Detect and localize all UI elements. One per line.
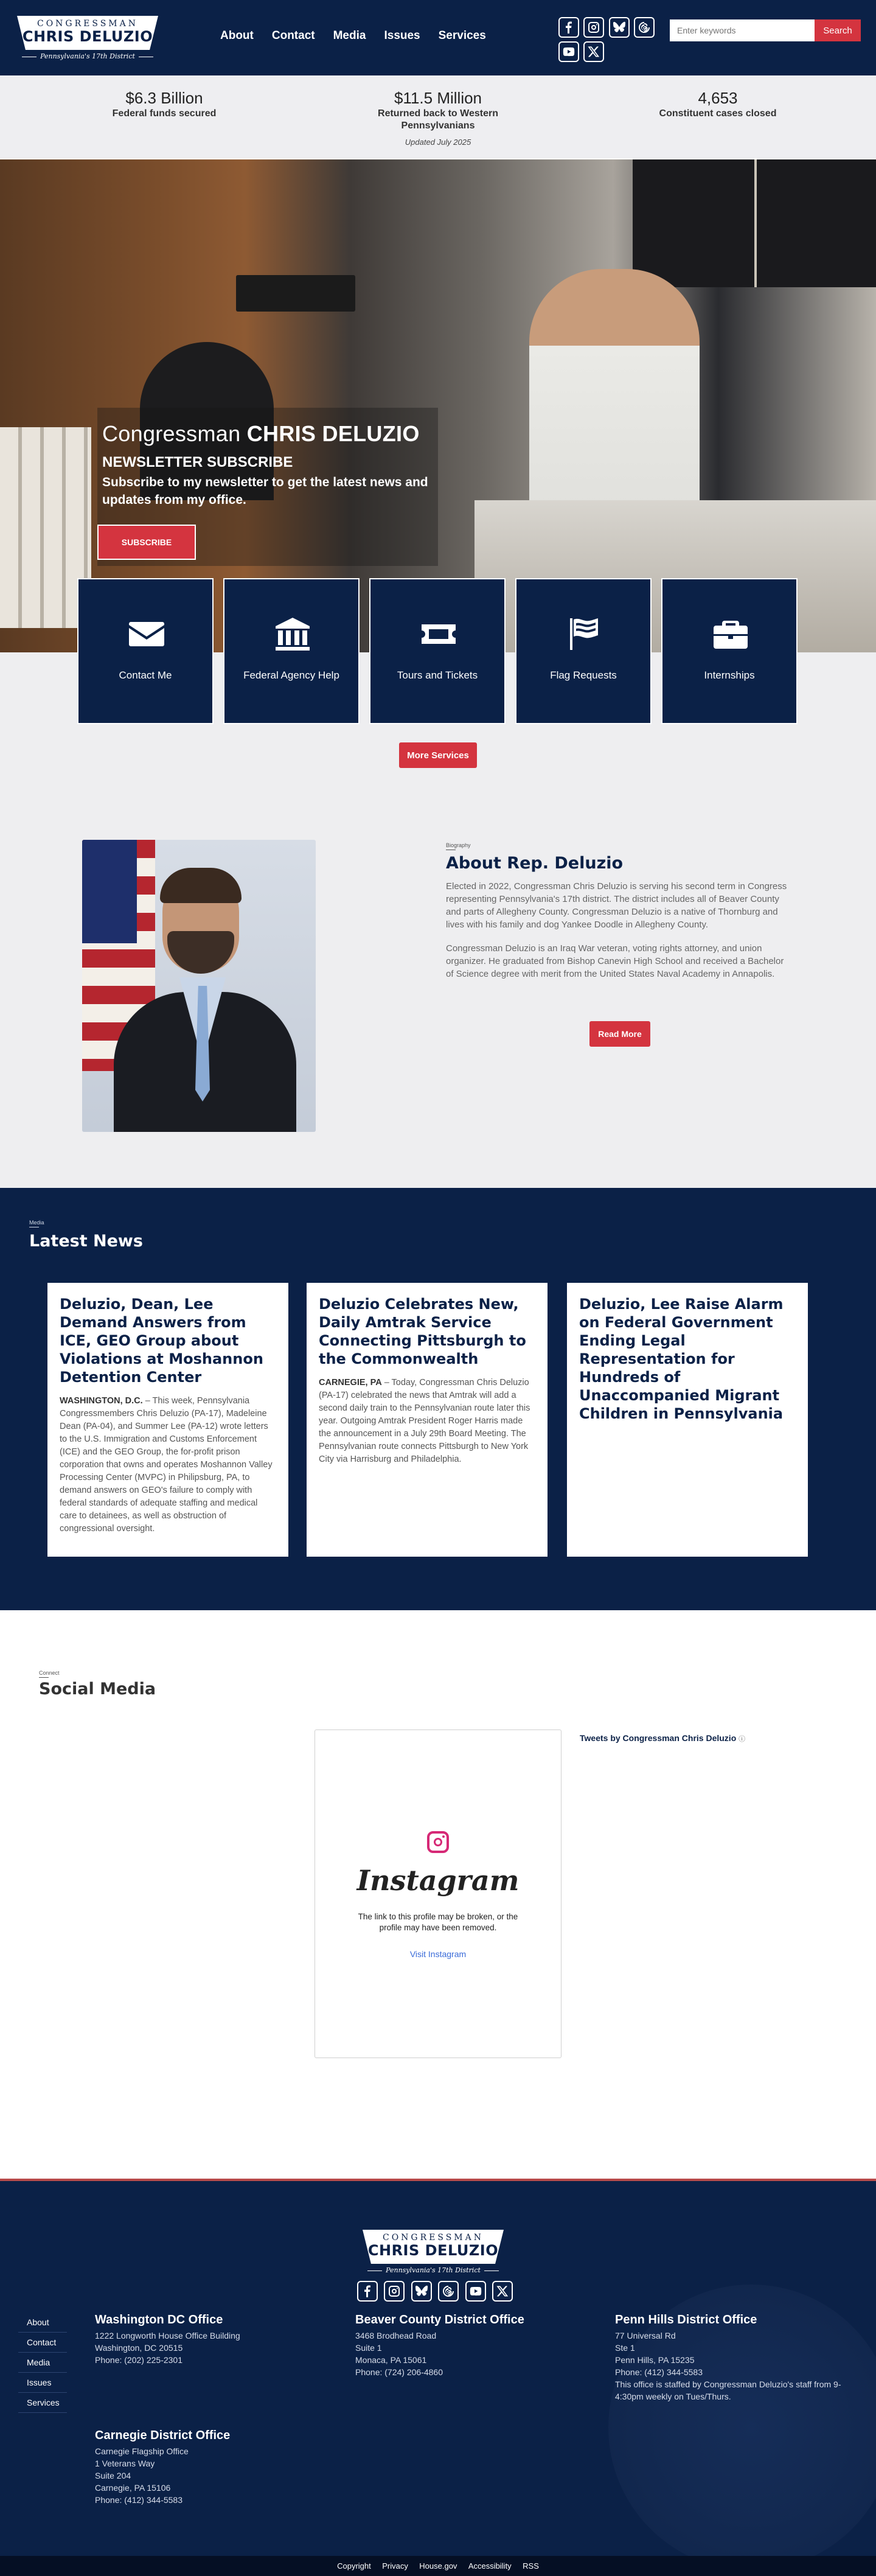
tile-flag-requests[interactable] (515, 578, 652, 724)
tile-label: Federal Agency Help (243, 669, 339, 681)
stat-label: Federal funds secured (112, 108, 217, 119)
more-services-button[interactable]: More Services (399, 742, 477, 768)
hero-photo-chalk-sign (236, 275, 355, 312)
search-button[interactable]: Search (815, 19, 861, 41)
youtube-icon[interactable] (465, 2281, 486, 2302)
service-tiles (77, 578, 799, 724)
youtube-icon[interactable] (558, 41, 579, 62)
hero-photo-congressman (529, 269, 700, 525)
footer-nav-issues[interactable]: Issues (18, 2373, 67, 2393)
main-nav (220, 29, 504, 43)
news-card-excerpt (60, 1395, 276, 1535)
subscribe-button[interactable]: SUBSCRIBE (97, 525, 196, 560)
news-card[interactable] (567, 1283, 808, 1557)
site-logo[interactable] (17, 16, 158, 63)
office-line: This office is staffed by Congressman Deluzio's staff from 9-4:30pm weekly on Tues/Thurs. (615, 2379, 841, 2401)
legal-privacy-link[interactable]: Privacy (382, 2561, 408, 2571)
news-card-excerpt (319, 1377, 535, 1466)
instagram-wordmark: Instagram (356, 1864, 520, 1897)
stat-value: $11.5 Million (394, 89, 482, 107)
office-line: Carnegie, PA 15106 (95, 2483, 171, 2493)
office-carnegie (95, 2428, 277, 2506)
nav-media[interactable]: Media (333, 29, 366, 42)
office-name: Penn Hills District Office (615, 2313, 757, 2326)
office-line: Washington, DC 20515 (95, 2343, 183, 2353)
portrait-flag-canton (82, 840, 137, 943)
legal-rss-link[interactable]: RSS (523, 2561, 539, 2571)
government-building-icon (274, 617, 311, 651)
bluesky-icon[interactable] (411, 2281, 432, 2302)
office-penn-hills (615, 2312, 858, 2403)
office-line: 1 Veterans Way (95, 2459, 155, 2468)
portrait-beard (167, 931, 234, 974)
stats-updated-note: Updated July 2025 (405, 138, 471, 147)
hero-subheading: NEWSLETTER SUBSCRIBE (102, 454, 293, 470)
footer-nav-about[interactable]: About (18, 2312, 67, 2333)
twitter-timeline-link[interactable]: Tweets by Congressman Chris Deluzio (580, 1733, 737, 1743)
stat-label: Returned back to Western Pennsylvanians (378, 108, 498, 131)
ticket-icon (420, 617, 457, 651)
nav-services[interactable]: Services (438, 29, 486, 42)
biography-section (446, 842, 791, 991)
news-card-title[interactable]: Deluzio Celebrates New, Daily Amtrak Service Connecting Pittsburgh to the Commonwealth (319, 1296, 526, 1367)
nav-contact[interactable]: Contact (271, 29, 315, 42)
office-line: 77 Universal Rd (615, 2331, 676, 2340)
tile-label: Tours and Tickets (397, 669, 478, 681)
office-line: 1222 Longworth House Office Building (95, 2331, 240, 2340)
info-icon: ⓘ (739, 1736, 746, 1743)
news-title: Latest News (29, 1232, 143, 1251)
kicker-rule (39, 1677, 49, 1678)
office-line: Carnegie Flagship Office (95, 2446, 189, 2456)
search-form (670, 19, 861, 41)
news-card-dateline: CARNEGIE, PA (319, 1378, 382, 1387)
tile-contact-me[interactable] (77, 578, 214, 724)
stat-value: $6.3 Billion (125, 89, 203, 107)
hero-text: Subscribe to my newsletter to get the latest news and updates from my office. (102, 475, 428, 507)
office-name: Carnegie District Office (95, 2429, 231, 2442)
news-card-title[interactable]: Deluzio, Lee Raise Alarm on Federal Government Ending Legal Representation for Hundreds of Unaccompanied Migrant Children in Pennsylvania (579, 1296, 784, 1422)
tile-label: Flag Requests (550, 669, 617, 681)
tile-label: Internships (704, 669, 755, 681)
x-icon[interactable] (492, 2281, 513, 2302)
office-line: Monaca, PA 15061 (355, 2355, 427, 2365)
office-line: Phone: (724) 206-4860 (355, 2367, 443, 2377)
footer-logo[interactable] (363, 2230, 504, 2277)
nav-issues[interactable]: Issues (384, 29, 420, 42)
logo-district: Pennsylvania's 17th District (363, 2266, 504, 2274)
bio-title: About Rep. Deluzio (446, 854, 624, 873)
instagram-icon[interactable] (583, 17, 604, 38)
social-title: Social Media (39, 1680, 156, 1698)
x-icon[interactable] (583, 41, 604, 62)
latest-news-section (0, 1188, 876, 1610)
office-line: Phone: (202) 225-2301 (95, 2355, 182, 2365)
news-card[interactable] (47, 1283, 288, 1557)
stat-returned (347, 89, 529, 132)
facebook-icon[interactable] (357, 2281, 378, 2302)
office-washington-dc (95, 2312, 277, 2366)
flag-icon (566, 617, 603, 651)
footer-nav-services[interactable]: Services (18, 2393, 67, 2413)
stat-value: 4,653 (698, 89, 738, 107)
logo-top-line: CONGRESSMAN (382, 2233, 484, 2243)
search-input[interactable] (670, 19, 815, 41)
stats-bar (0, 75, 876, 158)
office-name: Beaver County District Office (355, 2313, 524, 2326)
footer-nav-media[interactable]: Media (18, 2353, 67, 2373)
bio-paragraph-2: Congressman Deluzio is an Iraq War veteran, voting rights attorney, and union organizer. He graduated from Bishop Canevin High School and received a Bachelor of Science degree with merit from the United States Naval Academy in Annapolis. (446, 943, 784, 979)
logo-top-line: CONGRESSMAN (36, 19, 138, 29)
office-line: Phone: (412) 344-5583 (95, 2495, 182, 2505)
stat-cases-closed (627, 89, 809, 120)
header-social-links (558, 17, 668, 66)
news-card-body: – Today, Congressman Chris Deluzio (PA-17) celebrated the news that Amtrak will add a second daily train to the Pennsylvanian route later this year. Outgoing Amtrak President Roger Harris made the announcement in a July 29th Board Meeting. The Pennsylvanian route connects Pittsburgh to New York City via Harrisburg and Philadelphia. (319, 1378, 530, 1464)
tile-tours-and-tickets[interactable] (369, 578, 506, 724)
footer-nav-contact[interactable]: Contact (18, 2333, 67, 2353)
nav-about[interactable]: About (220, 29, 254, 42)
instagram-embed (315, 1730, 561, 2058)
office-beaver-county (355, 2312, 538, 2378)
office-line: Ste 1 (615, 2343, 635, 2353)
legal-copyright-link[interactable]: Copyright (337, 2561, 371, 2571)
threads-icon[interactable] (438, 2281, 459, 2302)
stat-label: Constituent cases closed (659, 108, 777, 119)
footer-nav (18, 2312, 67, 2413)
hero-photo-menu-boards (633, 159, 876, 287)
site-footer (0, 2179, 876, 2556)
legal-bar (0, 2556, 876, 2576)
social-media-section (0, 1610, 876, 2179)
news-card-title[interactable]: Deluzio, Dean, Lee Demand Answers from ICE, GEO Group about Violations at Moshannon Detention Center (60, 1296, 263, 1386)
news-card-dateline: WASHINGTON, D.C. (60, 1396, 143, 1406)
office-line: Suite 204 (95, 2471, 131, 2480)
hero-title: Congressman CHRIS DELUZIO (102, 421, 420, 446)
visit-instagram-link[interactable]: Visit Instagram (409, 1949, 467, 1959)
site-header (0, 0, 876, 75)
tile-internships[interactable] (661, 578, 798, 724)
stat-federal-funds (73, 89, 255, 120)
social-kicker: Connect (39, 1670, 60, 1676)
threads-icon[interactable] (634, 17, 655, 38)
twitter-timeline[interactable] (580, 1733, 745, 1744)
instagram-error-message: The link to this profile may be broken, or the profile may have been removed. (358, 1912, 518, 1932)
logo-name: CHRIS DELUZIO (22, 28, 153, 45)
logo-name: CHRIS DELUZIO (367, 2242, 499, 2259)
read-more-button[interactable]: Read More (589, 1021, 650, 1047)
bio-kicker: Biography (446, 842, 471, 848)
news-card-body: – This week, Pennsylvania Congressmembers Chris Deluzio (PA-17), Madeleine Dean (PA-04), and Summer Lee (PA-12) wrote letters to the U.S. Immigration and Customs Enforcement (ICE) and the GEO Group, the for-profit prison corporation that owns and operates Moshannon Valley Processing Center (MVPC) in Philipsburg, PA, to demand answers on GEO's failure to comply with federal standards of adequate staffing and medical care to detainees, as well as obstruction of congressional oversight. (60, 1396, 273, 1534)
tile-label: Contact Me (119, 669, 172, 681)
footer-social-links (357, 2281, 519, 2305)
briefcase-icon (712, 617, 749, 651)
office-line: Phone: (412) 344-5583 (615, 2367, 703, 2377)
congressman-portrait (82, 840, 316, 1132)
bio-paragraph-1: Elected in 2022, Congressman Chris Deluzio is serving his second term in Congress representing Pennsylvania's 17th district. The district includes all of Beaver County and parts of Allegheny County. Congressman Deluzio is a native of Thornburg and lives with his family and dog Yankee Doodle in Allegheny County. (446, 881, 787, 930)
facebook-icon[interactable] (558, 17, 579, 38)
office-line: Suite 1 (355, 2343, 382, 2353)
news-kicker: Media (29, 1220, 44, 1226)
legal-house-gov-link[interactable]: House.gov (419, 2561, 457, 2571)
logo-district: Pennsylvania's 17th District (17, 52, 158, 60)
instagram-icon (427, 1831, 449, 1853)
legal-accessibility-link[interactable]: Accessibility (468, 2561, 512, 2571)
office-name: Washington DC Office (95, 2313, 223, 2326)
instagram-icon[interactable] (384, 2281, 405, 2302)
envelope-icon (128, 617, 165, 651)
portrait-hair (160, 868, 242, 903)
tile-federal-agency-help[interactable] (223, 578, 360, 724)
office-line: Penn Hills, PA 15235 (615, 2355, 695, 2365)
office-line: 3468 Brodhead Road (355, 2331, 437, 2340)
bluesky-icon[interactable] (609, 17, 630, 38)
news-card[interactable] (307, 1283, 548, 1557)
